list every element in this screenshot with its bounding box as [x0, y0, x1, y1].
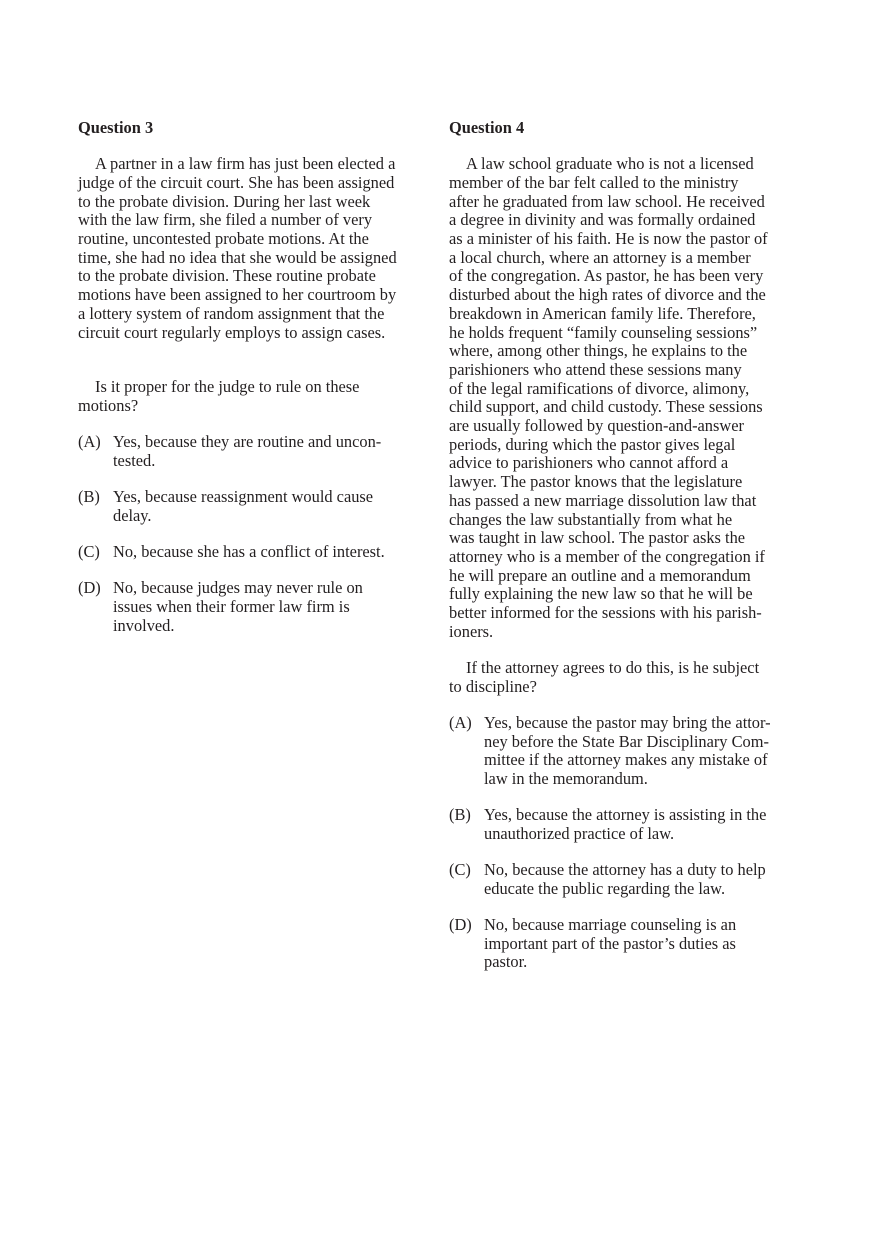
option-line: issues when their former law firm is: [113, 596, 350, 616]
option-text: [484, 714, 771, 789]
question-title: Question 4: [449, 118, 525, 137]
option-text: [113, 433, 381, 470]
stem-line: circuit court regularly employs to assign cases.: [78, 322, 386, 342]
option-line: Yes, because the pastor may bring the attor-: [484, 712, 771, 732]
option-line: law in the memorandum.: [484, 768, 648, 788]
stem-line: he will prepare an outline and a memorandum: [449, 565, 751, 585]
stem-line: advice to parishioners who cannot afford a: [449, 453, 729, 473]
stem-line: time, she had no idea that she would be assigned: [78, 247, 397, 267]
option-line: Yes, because they are routine and uncon-: [113, 432, 382, 452]
question-4: [449, 119, 794, 972]
option-text: [484, 861, 766, 898]
prompt-line: motions?: [78, 395, 139, 415]
stem-line: fully explaining the new law so that he will be: [449, 584, 753, 604]
question-title: Question 3: [78, 118, 154, 137]
option-line: Yes, because the attorney is assisting in the: [484, 805, 767, 825]
stem-line: are usually followed by question-and-answer: [449, 416, 744, 436]
option-line: No, because judges may never rule on: [113, 578, 363, 598]
stem-line: better informed for the sessions with his parish-: [449, 603, 762, 623]
stem-line: with the law firm, she filed a number of very: [78, 210, 373, 230]
option-letter: (D): [78, 578, 101, 598]
answer-option-a: [78, 433, 423, 470]
option-text: [113, 488, 373, 525]
option-text: [484, 806, 766, 843]
question-stem: [449, 155, 794, 641]
stem-line: judge of the circuit court. She has been assigned: [78, 172, 395, 192]
option-line: mittee if the attorney makes any mistake of: [484, 750, 768, 770]
answer-option-b: [78, 488, 423, 525]
stem-line: parishioners who attend these sessions many: [449, 359, 742, 379]
option-line: involved.: [113, 615, 175, 635]
prompt-line: Is it proper for the judge to rule on these: [95, 377, 360, 397]
option-line: No, because marriage counseling is an: [484, 915, 737, 934]
option-line: educate the public regarding the law.: [484, 878, 726, 898]
option-letter: (B): [78, 487, 100, 507]
answer-option-b: [449, 806, 794, 843]
stem-line: he holds frequent “family counseling sessions”: [449, 322, 758, 342]
option-letter: (D): [449, 915, 472, 934]
option-text: [113, 543, 385, 562]
stem-line: of the congregation. As pastor, he has been very: [449, 266, 764, 286]
option-line: No, because the attorney has a duty to help: [484, 860, 766, 880]
stem-line: to the probate division. These routine probate: [78, 266, 376, 286]
stem-line: a degree in divinity and was formally ordained: [449, 210, 756, 230]
option-line: tested.: [113, 450, 156, 470]
stem-line: where, among other things, he explains to the: [449, 341, 748, 361]
stem-line: as a minister of his faith. He is now the pastor of: [449, 229, 768, 248]
answer-option-d: [78, 579, 423, 635]
stem-line: lawyer. The pastor knows that the legislature: [449, 472, 743, 492]
option-line: delay.: [113, 505, 152, 525]
option-letter: (A): [78, 432, 101, 452]
prompt-line: to discipline?: [449, 676, 537, 696]
option-text: [113, 579, 363, 635]
question-prompt: [78, 378, 423, 415]
stem-line: after he graduated from law school. He received: [449, 191, 765, 211]
answer-option-c: [449, 861, 794, 898]
option-line: unauthorized practice of law.: [484, 823, 675, 843]
option-line: Yes, because reassignment would cause: [113, 487, 374, 507]
option-line: ney before the State Bar Disciplinary Com-: [484, 731, 769, 751]
stem-line: has passed a new marriage dissolution law that: [449, 490, 757, 510]
option-line: No, because she has a conflict of interest.: [113, 541, 385, 561]
question-3: [78, 119, 423, 635]
stem-line: a lottery system of random assignment that the: [78, 303, 385, 323]
stem-line: periods, during which the pastor gives legal: [449, 434, 736, 454]
stem-line: a local church, where an attorney is a member: [449, 247, 751, 267]
option-text: [484, 916, 736, 972]
stem-line: A partner in a law firm has just been elected a: [95, 154, 396, 174]
answer-option-c: [78, 543, 423, 562]
option-line: important part of the pastor’s duties as: [484, 933, 736, 953]
prompt-line: If the attorney agrees to do this, is he subject: [466, 657, 760, 677]
stem-line: member of the bar felt called to the ministry: [449, 172, 739, 192]
stem-line: of the legal ramifications of divorce, alimony,: [449, 378, 750, 398]
stem-line: was taught in law school. The pastor asks the: [449, 528, 746, 548]
option-letter: (C): [78, 541, 100, 561]
answer-option-a: [449, 714, 794, 789]
stem-line: A law school graduate who is not a licensed: [466, 154, 754, 174]
stem-line: to the probate division. During her last week: [78, 191, 371, 211]
option-letter: (B): [449, 805, 471, 825]
option-letter: (A): [449, 712, 472, 732]
stem-line: child support, and child custody. These sessions: [449, 397, 763, 417]
stem-line: motions have been assigned to her courtroom by: [78, 285, 397, 305]
question-stem: [78, 155, 423, 342]
stem-line: ioners.: [449, 621, 494, 641]
option-letter: (C): [449, 860, 471, 880]
question-prompt: [449, 659, 794, 696]
answer-option-d: [449, 916, 794, 972]
stem-line: changes the law substantially from what he: [449, 509, 733, 529]
stem-line: breakdown in American family life. Therefore,: [449, 303, 756, 323]
stem-line: disturbed about the high rates of divorce and the: [449, 285, 766, 305]
option-line: pastor.: [484, 952, 528, 972]
stem-line: routine, uncontested probate motions. At the: [78, 229, 369, 248]
stem-line: attorney who is a member of the congregation if: [449, 546, 765, 566]
